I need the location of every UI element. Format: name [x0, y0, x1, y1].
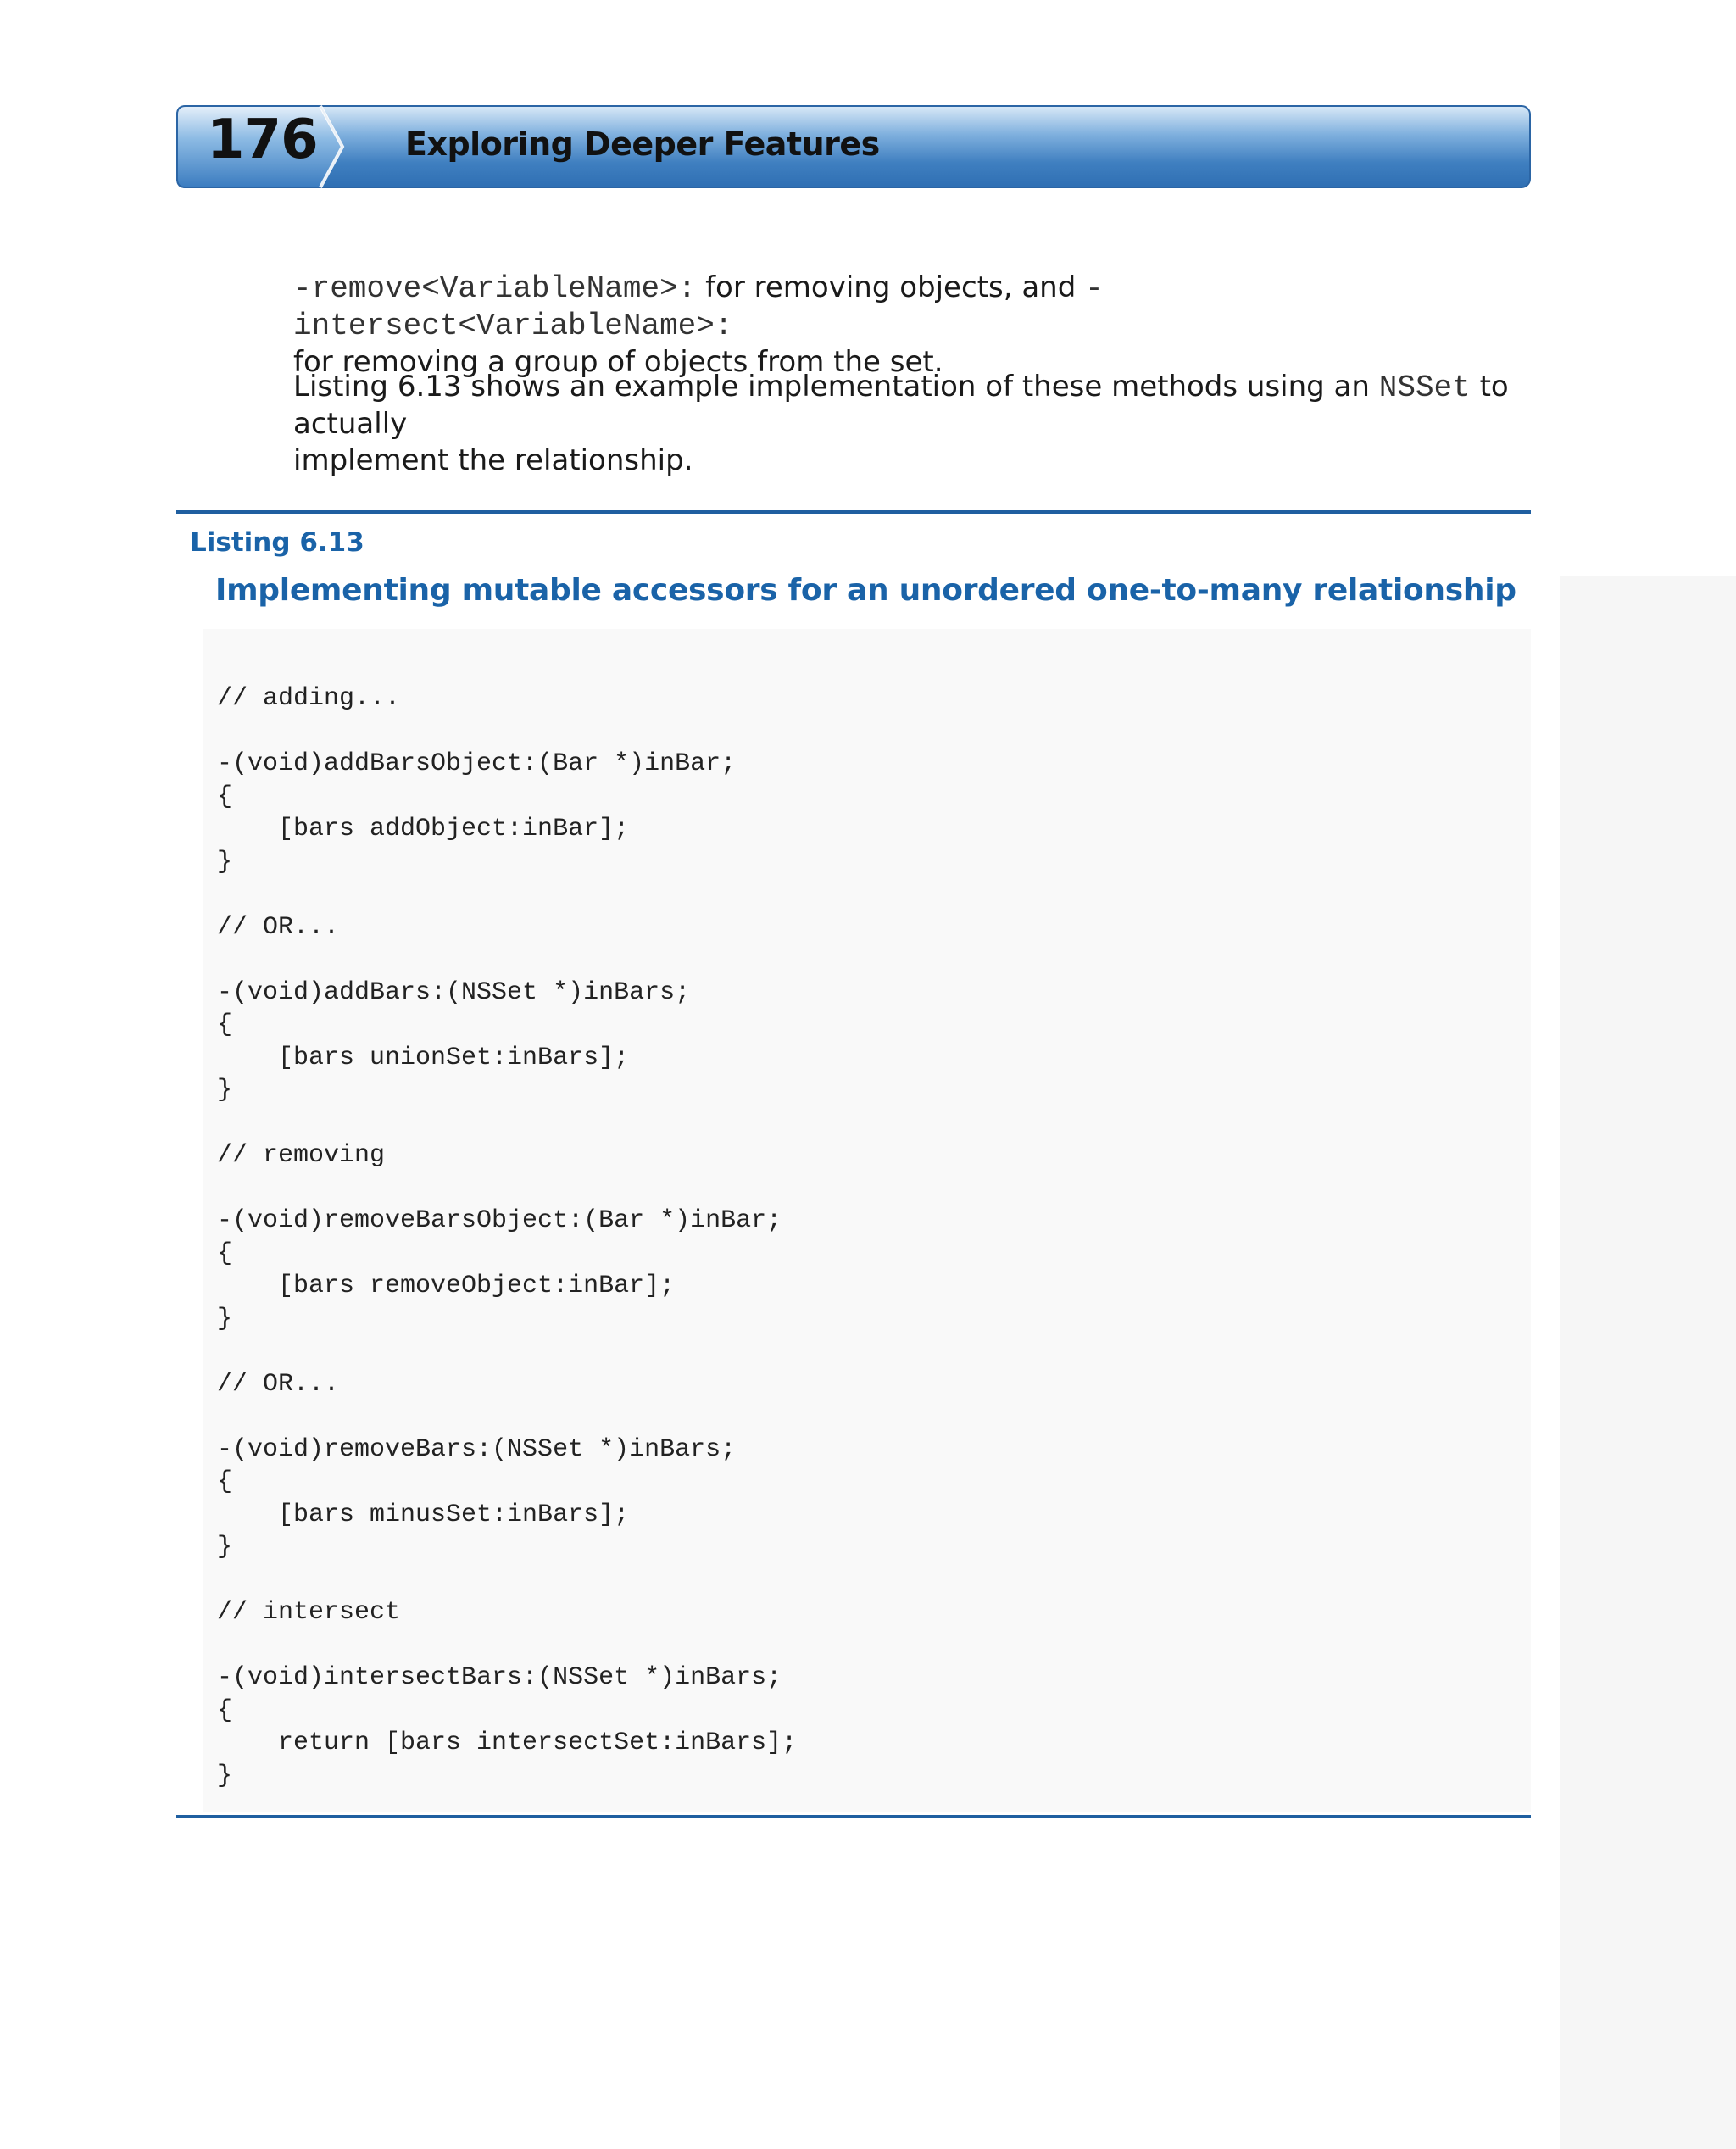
paragraph-text: for removing a group of objects from the set.: [293, 345, 943, 379]
listing-label: Listing 6.13: [190, 527, 364, 558]
body-paragraph-1: [293, 270, 1531, 381]
paragraph-text: to actually: [293, 370, 1509, 441]
code-listing: // adding... -(void)addBarsObject:(Bar *)inBar; { [bars addObject:inBar]; } // OR... -(void)addBars:(NSSet *)inBars; { [bars unionSet:inBars]; } // removing -(void)removeBarsObject:(Bar *)inBar; { [bars removeObject:inBar]; } // OR... -(void)removeBars:(NSSet *)inBars; { [bars minusSet:inBars]; } // intersect -(void)intersectBars:(NSSet *)inBars; { return [bars intersectSet:inBars]; }: [217, 684, 798, 1790]
listing-top-rule: [176, 510, 1531, 514]
page-number: 176: [207, 109, 318, 171]
inline-code-remove: -remove<VariableName>:: [293, 271, 697, 306]
inline-code-intersect: -intersect<VariableName>:: [293, 271, 1104, 343]
paragraph-text: Listing 6.13 shows an example implementation of these methods using an: [293, 370, 1379, 404]
listing-title: Implementing mutable accessors for an unordered one-to-many relationship: [215, 573, 1516, 608]
paragraph-text: for removing objects, and: [696, 270, 1086, 304]
listing-bottom-rule: [176, 1815, 1531, 1818]
page-edge-shading: [1560, 576, 1736, 2149]
paragraph-text: implement the relationship.: [293, 443, 693, 477]
body-paragraph-2: [293, 369, 1531, 479]
inline-code-nsset: NSSet: [1378, 370, 1471, 405]
chapter-title: Exploring Deeper Features: [405, 125, 880, 163]
page-header-banner: [176, 105, 1531, 188]
